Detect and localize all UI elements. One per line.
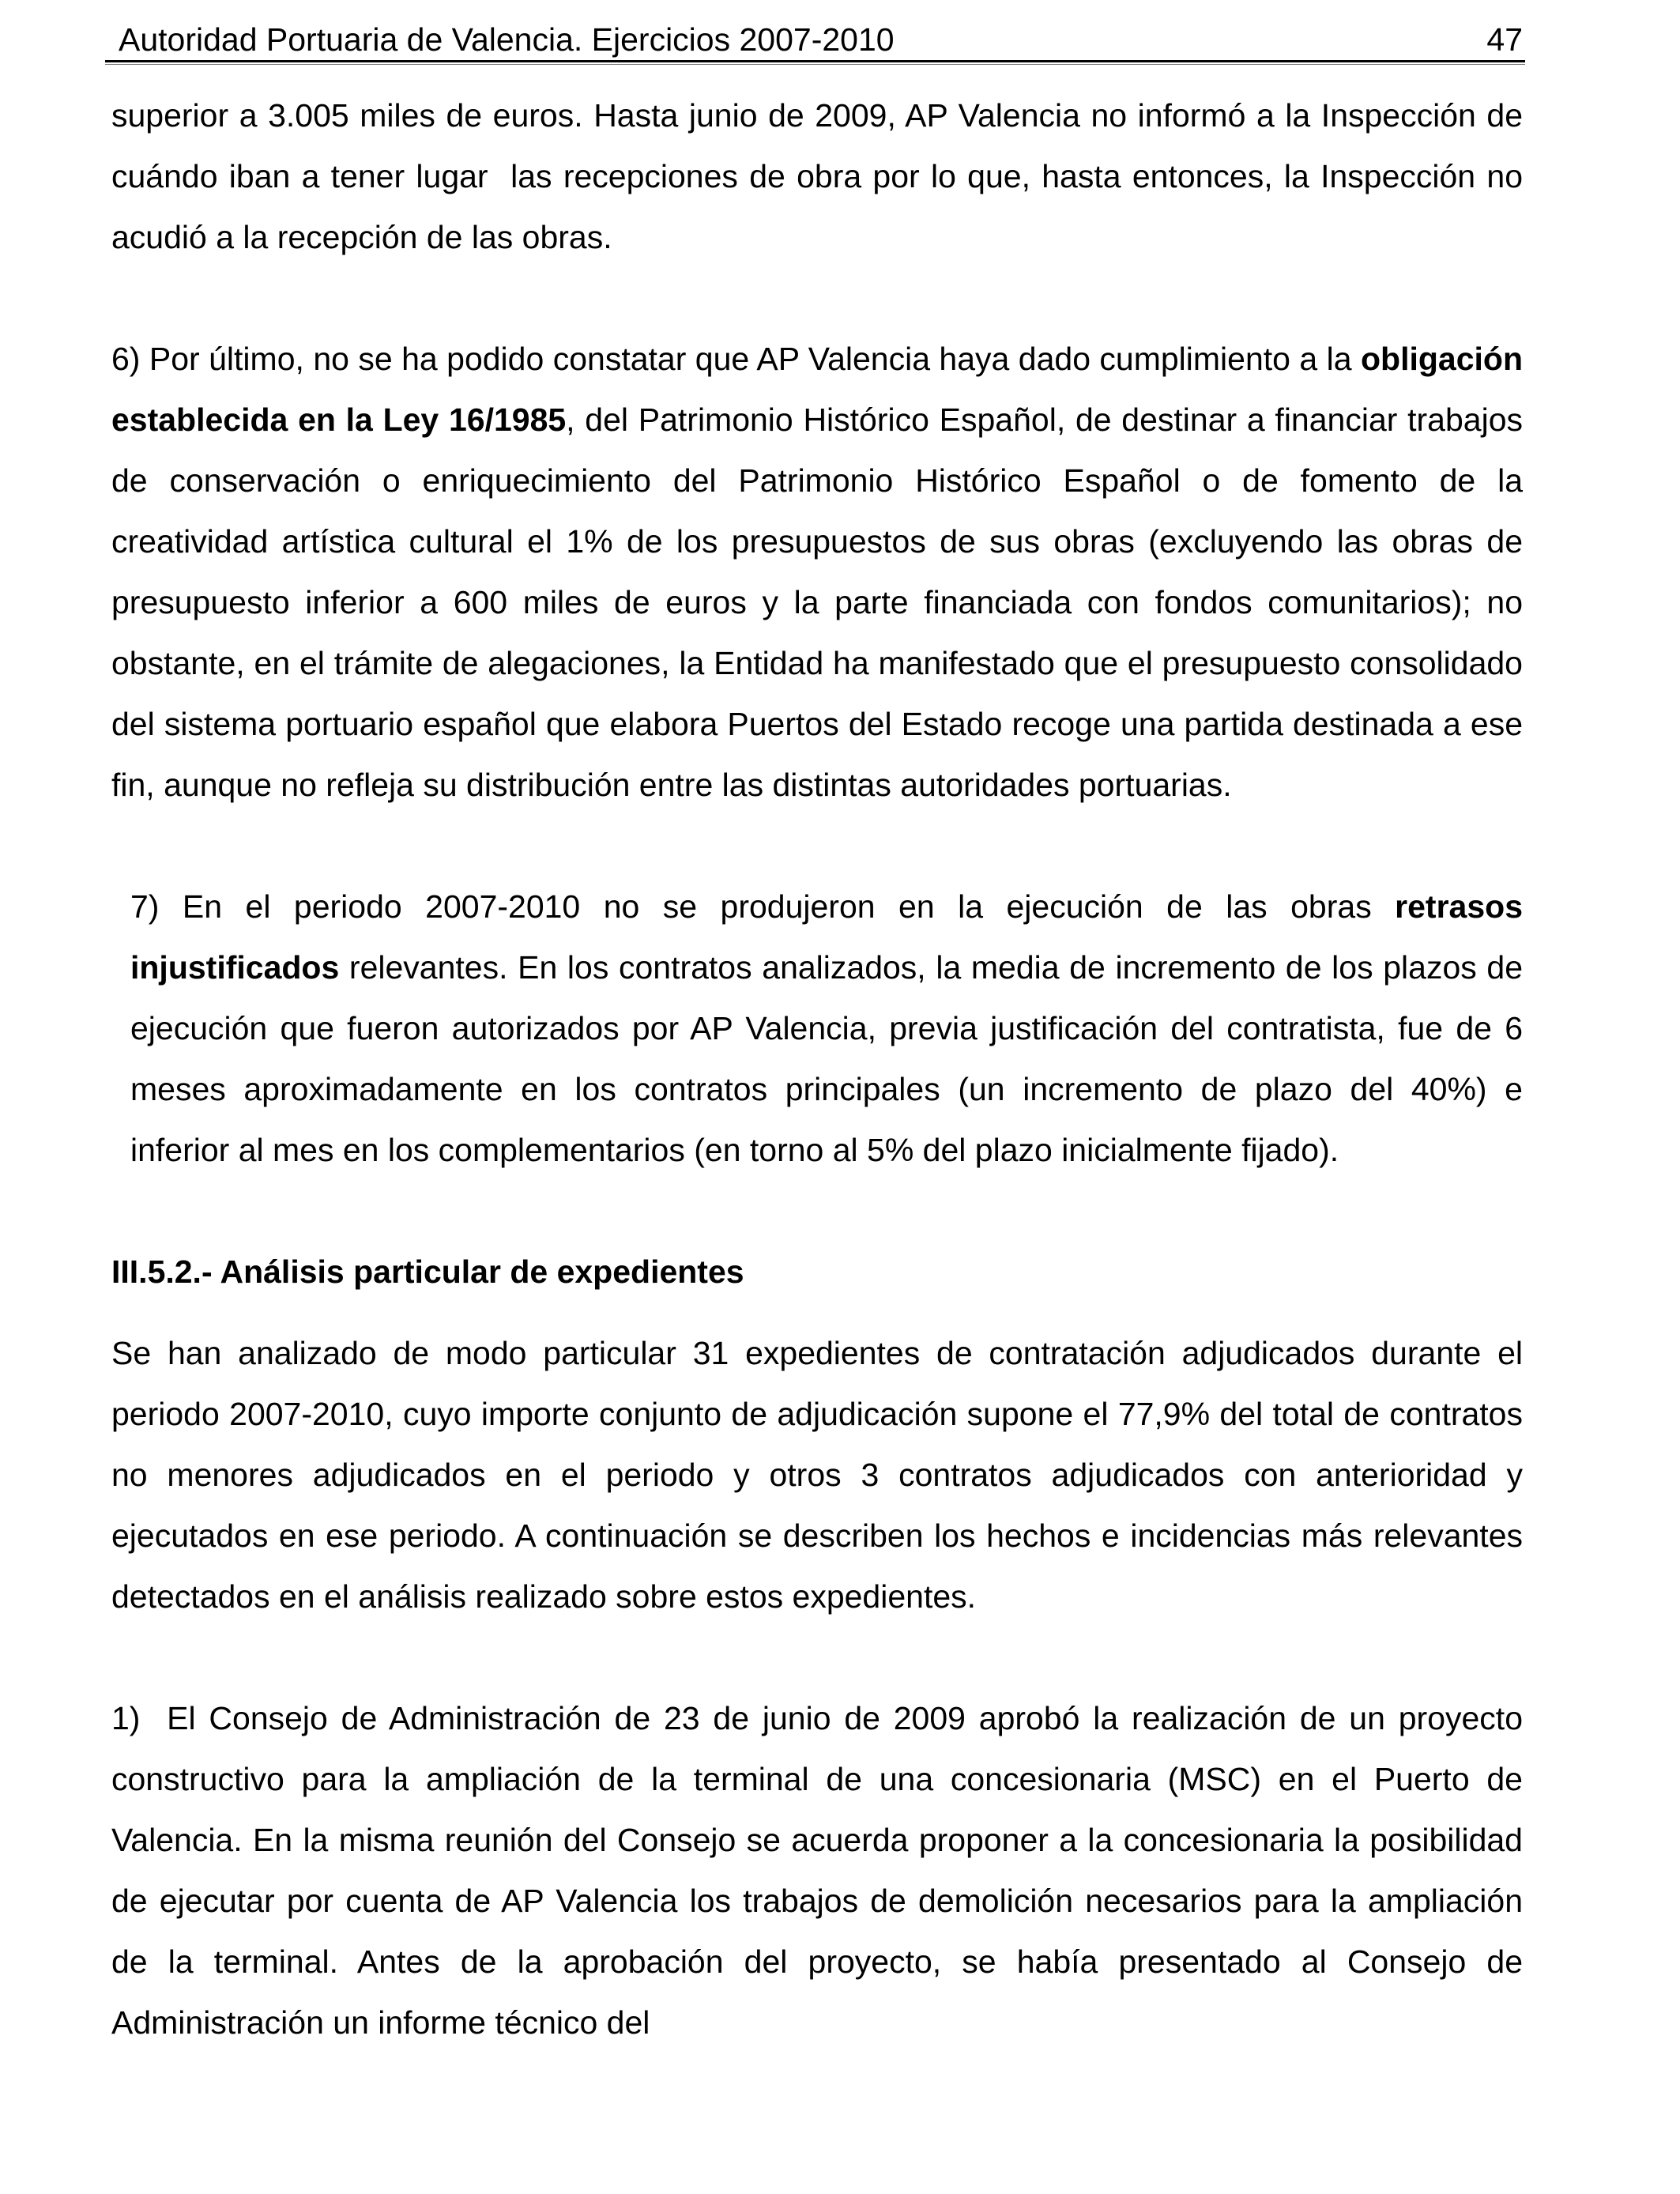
paragraph-expedientes-analizados: Se han analizado de modo particular 31 expedientes de contratación adjudicados durante el periodo 2007-2010, cuyo importe conjunto de adjudicación supone el 77,9% del total de contratos no menores adjudicados en el periodo y otros 3 contratos adjudicados con anterioridad y ejecutados en ese periodo. A continuación se describen los hechos e incidencias más relevantes detectados en el análisis realizado sobre estos expedientes. — [111, 1335, 1523, 1615]
paragraph-1-consejo-administracion: 1) El Consejo de Administración de 23 de junio de 2009 aprobó la realización de un proyecto constructivo para la ampliación de la terminal de una concesionaria (MSC) en el Puerto de Valencia. En la misma reunión del Consejo se acuerda proponer a la concesionaria la posibilidad de ejecutar por cuenta de AP Valencia los trabajos de demolición necesarios para la ampliación de la terminal. Antes de la aprobación del proyecto, se había presentado al Consejo de Administración un informe técnico del — [111, 1700, 1523, 2041]
header-title: Autoridad Portuaria de Valencia. Ejercicios 2007-2010 — [119, 21, 895, 58]
paragraph-recepciones-de-obra: superior a 3.005 miles de euros. Hasta junio de 2009, AP Valencia no informó a la Inspección de cuándo iban a tener lugar las recepciones de obra por lo que, hasta entonces, la Inspección no acudió a la recepción de las obras. — [111, 97, 1523, 255]
document-body — [111, 85, 1523, 2053]
paragraph-7-retrasos: 7) En el periodo 2007-2010 no se produjeron en la ejecución de las obras retrasos injustificados relevantes. En los contratos analizados, la media de incremento de los plazos de ejecución que fueron autorizados por AP Valencia, previa justificación del contratista, fue de 6 meses aproximadamente en los contratos principales (un incremento de plazo del 40%) e inferior al mes en los complementarios (en torno al 5% del plazo inicialmente fijado). — [130, 888, 1523, 1168]
paragraph-6-patrimonio-historico: 6) Por último, no se ha podido constatar que AP Valencia haya dado cumplimiento a la obligación establecida en la Ley 16/1985, del Patrimonio Histórico Español, de destinar a financiar trabajos de conservación o enriquecimiento del Patrimonio Histórico Español o de fomento de la creatividad artística cultural el 1% de los presupuestos de sus obras (excluyendo las obras de presupuesto inferior a 600 miles de euros y la parte financiada con fondos comunitarios); no obstante, en el trámite de alegaciones, la Entidad ha manifestado que el presupuesto consolidado del sistema portuario español que elabora Puertos del Estado recoge una partida destinada a ese fin, aunque no refleja su distribución entre las distintas autoridades portuarias. — [111, 341, 1523, 803]
page-header — [119, 22, 1523, 57]
section-heading: III.5.2.- Análisis particular de expedientes — [111, 1253, 744, 1290]
page-number: 47 — [1486, 21, 1523, 58]
header-rule — [105, 60, 1525, 65]
